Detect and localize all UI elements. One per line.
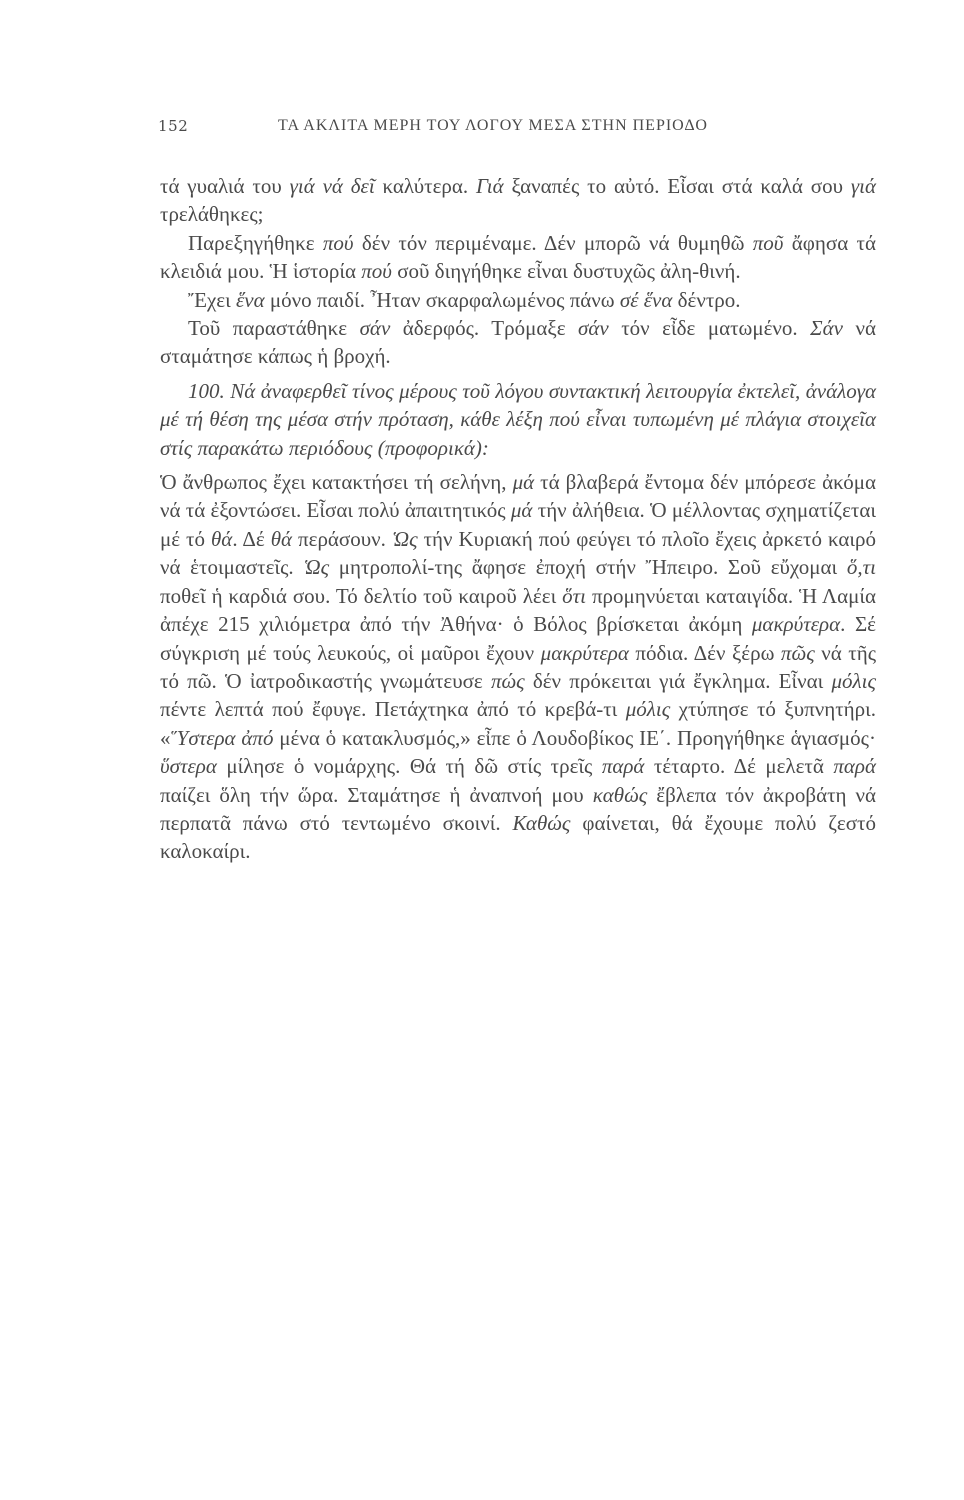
- text-run: τέταρτο. Δέ μελετᾶ: [644, 754, 834, 779]
- text-run: νά σταμάτησε κάπως ἡ βροχή.: [160, 316, 876, 369]
- text-run: σοῦ διηγήθηκε εἶναι δυστυχῶς ἀλη-θινή.: [391, 259, 741, 284]
- text-run: . Σέ σύγκριση μέ τούς λευκούς, οἱ μαῦροι ἔχουν: [160, 612, 876, 665]
- text-run: μακρύτερα: [751, 612, 841, 637]
- text-run: δέντρο.: [672, 287, 741, 312]
- exercise-100-sentences: [160, 468, 876, 866]
- text-run: Καθώς: [512, 810, 571, 835]
- text-run: τόν εἶδε ματωμένο.: [608, 316, 811, 341]
- text-run: μητροπολί-της ἄφησε ἐποχή στήν Ἤπειρο. Σοῦ εὔχομαι: [329, 555, 847, 580]
- text-run: μά: [510, 498, 533, 523]
- running-title: ΤΑ ΑΚΛΙΤΑ ΜΕΡΗ ΤΟΥ ΛΟΓΟΥ ΜΕΣΑ ΣΤΗΝ ΠΕΡΙΟΔΟ: [278, 117, 708, 134]
- text-run: καλύτερα.: [374, 174, 476, 198]
- text-run: Ὁ ἄνθρωπος ἔχει κατακτήσει τή σελήνη,: [160, 470, 513, 495]
- paragraph-4: [160, 314, 876, 371]
- text-run: ἕνα: [236, 287, 265, 312]
- text-run: μακρύτερα: [540, 640, 629, 665]
- text-run: προμηνύεται καταιγίδα. Ἡ Λαμία ἀπέχε 215 χιλιόμετρα ἀπό τήν Ἀθήνα· ὁ Βόλος βρίσκεται ἀκόμη: [160, 583, 876, 637]
- text-run: ξαναπές το αὐτό. Εἶσαι στά καλά σου: [503, 174, 851, 198]
- text-run: σάν: [359, 316, 391, 341]
- text-run: ἔβλεπα τόν ἀκροβάτη νά περπατᾶ πάνω στό τεντωμένο σκοινί.: [160, 782, 876, 835]
- text-run: τρελάθηκες;: [160, 202, 264, 227]
- text-run: Σάν: [810, 316, 843, 341]
- text-run: ὅ,τι: [846, 555, 876, 580]
- text-run: θά: [210, 526, 233, 551]
- text-run: μά: [512, 470, 535, 495]
- exercise-100-instruction: [160, 377, 876, 462]
- text-run: ποῦ: [752, 230, 784, 255]
- text-run: ποθεῖ ἡ καρδιά σου. Τό δελτίο τοῦ καιροῦ λέει: [160, 583, 563, 608]
- text-run: τά γυαλιά του: [160, 174, 290, 198]
- text-run: τά βλαβερά ἔντομα δέν μπόρεσε ἀκόμα νά τά ἐξοντώσει. Εἶσαι πολύ ἀπαιτητικός: [160, 470, 876, 523]
- text-run: θά: [270, 526, 293, 551]
- text-run: μόλις: [625, 697, 671, 722]
- text-run: ἀδερφός. Τρόμαξε: [390, 316, 579, 341]
- text-run: γιά νά δεῖ: [289, 174, 375, 198]
- paragraph-1: [160, 172, 876, 229]
- text-run: σέ ἕνα: [619, 287, 673, 312]
- text-run: Ὡς: [303, 555, 330, 580]
- text-run: πώς: [490, 668, 525, 693]
- text-run: πού: [322, 230, 354, 255]
- text-run: Γιά: [475, 174, 504, 198]
- text-run: σάν: [578, 316, 609, 341]
- text-run: πού: [361, 259, 392, 284]
- text-run: παρά: [601, 754, 645, 779]
- text-run: φαίνεται, θά ἔχουμε πολύ ζεστό καλοκαίρι.: [160, 810, 876, 864]
- page-number: 152: [158, 117, 189, 135]
- text-run: 100. Νά ἀναφερθεῖ τίνος μέρους τοῦ λόγου συντακτική λειτουργία ἐκτελεῖ, ἀνάλογα μέ τή θέση της μέσα στήν πρόταση, κάθε λέξη πού εἶναι τυπωμένη μέ πλάγια στοιχεῖα στίς παρακάτω περιόδους (προφορικά):: [160, 378, 876, 460]
- text-run: Τοῦ παραστάθηκε: [188, 316, 360, 341]
- running-head: [158, 117, 878, 147]
- text-run: μίλησε ὁ νομάρχης. Θά τή δῶ στίς τρεῖς: [216, 754, 602, 779]
- text-run: ὅτι: [562, 583, 587, 608]
- text-run: τήν ἀλήθεια. Ὁ μέλλοντας σχηματίζεται μέ τό: [160, 498, 876, 551]
- paragraph-3: [160, 286, 876, 314]
- text-run: μόλις: [831, 668, 876, 693]
- text-run: Παρεξηγήθηκε: [188, 230, 323, 255]
- text-run: δέν πρόκειται γιά ἔγκλημα. Εἶναι: [524, 668, 832, 693]
- text-run: μόνο παιδί. Ἦταν σκαρφαλωμένος πάνω: [264, 287, 620, 312]
- text-run: γιά: [850, 174, 876, 198]
- text-run: ὕστερα: [160, 754, 217, 779]
- body-text: [160, 172, 876, 866]
- text-run: ἄφησα τά κλειδιά μου. Ἡ ἱστορία: [160, 230, 876, 284]
- text-run: παίζει ὅλη τήν ὥρα. Σταμάτησε ἡ ἀναπνοή μου: [160, 782, 593, 807]
- text-run: τήν Κυριακή πού φεύγει τό πλοῖο ἔχεις ἀρκετό καιρό νά ἑτοιμαστεῖς.: [160, 526, 876, 580]
- text-run: πόδια. Δέν ξέρω: [628, 640, 781, 665]
- text-run: Ὕστερα ἀπό: [170, 725, 274, 750]
- paragraph-2: [160, 229, 876, 286]
- text-run: . Δέ: [232, 526, 271, 551]
- text-run: δέν τόν περιμέναμε. Δέν μπορῶ νά θυμηθῶ: [353, 230, 753, 255]
- text-run: Ὡς: [391, 526, 418, 551]
- text-run: καθώς: [592, 782, 648, 807]
- text-run: χτύπησε τό ξυπνητήρι. «: [160, 697, 876, 750]
- text-run: μένα ὁ κατακλυσμός,» εἶπε ὁ Λουδοβίκος ΙΕ΄. Προηγήθηκε ἁγιασμός·: [273, 725, 876, 750]
- text-run: πῶς: [780, 640, 815, 665]
- text-run: πέντε λεπτά πού ἔφυγε. Πετάχτηκα ἀπό τό κρεβά-τι: [160, 697, 626, 722]
- text-run: Ἔχει: [188, 287, 237, 312]
- text-run: περάσουν.: [292, 526, 392, 551]
- text-run: παρά: [833, 754, 876, 779]
- text-run: νά τῆς τό πῶ. Ὁ ἰατροδικαστής γνωμάτευσε: [160, 640, 877, 693]
